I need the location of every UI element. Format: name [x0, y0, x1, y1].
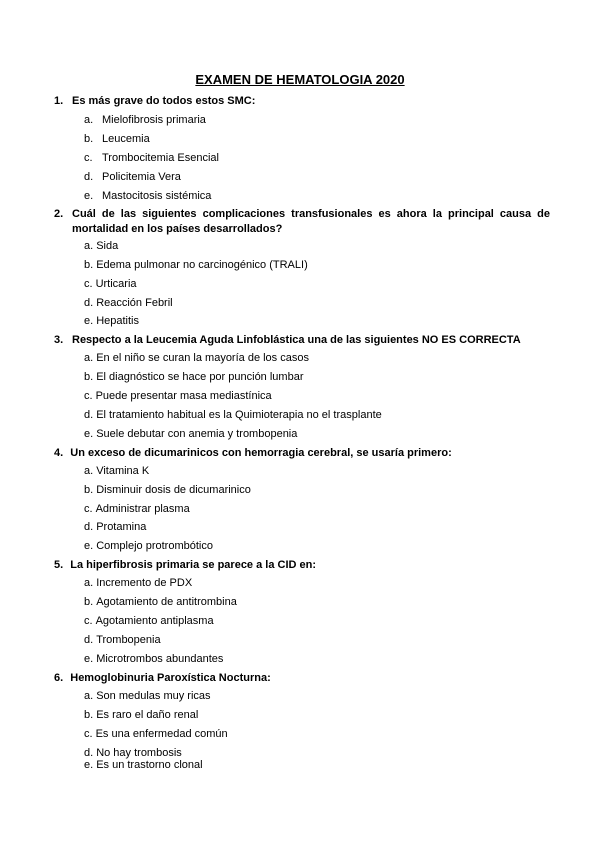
option-text: Policitemia Vera	[102, 171, 181, 183]
option-text: Protamina	[96, 521, 147, 533]
option-letter: a.	[84, 690, 94, 702]
option-3c	[84, 390, 272, 403]
option-letter: e.	[84, 428, 94, 440]
question-text: La hiperfibrosis primaria se parece a la CID en:	[70, 559, 317, 571]
option-text: Administrar plasma	[95, 503, 190, 515]
option-2a	[84, 240, 118, 253]
option-text: Es una enfermedad común	[95, 728, 228, 740]
option-letter: c.	[84, 503, 93, 515]
option-text: Es raro el daño renal	[96, 709, 199, 721]
option-text: Microtrombos abundantes	[96, 653, 224, 665]
option-2d	[84, 297, 173, 310]
option-text: El tratamiento habitual es la Quimioterapia no el trasplante	[96, 409, 382, 421]
option-6a	[84, 690, 211, 703]
question-1	[54, 94, 550, 109]
option-5e	[84, 653, 223, 666]
option-1d	[84, 171, 181, 184]
option-3e	[84, 428, 297, 441]
option-letter: a.	[84, 114, 94, 126]
option-3a	[84, 352, 309, 365]
question-number: 6.	[54, 672, 64, 684]
option-text: Es un trastorno clonal	[96, 759, 203, 771]
option-letter: b.	[84, 709, 94, 721]
option-letter: e.	[84, 540, 94, 552]
question-text: Respecto a la Leucemia Aguda Linfoblástica una de las siguientes NO ES CORRECTA	[72, 334, 521, 346]
question-number: 4.	[54, 447, 64, 459]
option-text: Trombopenia	[96, 634, 161, 646]
option-3d	[84, 409, 382, 422]
option-text: Vitamina K	[96, 465, 150, 477]
option-letter: d.	[84, 409, 94, 421]
option-letter: d.	[84, 171, 94, 183]
option-letter: e.	[84, 759, 94, 771]
option-text: Puede presentar masa mediastínica	[95, 390, 272, 402]
option-2e	[84, 315, 139, 328]
option-letter: d.	[84, 747, 94, 759]
option-4a	[84, 465, 149, 478]
question-2	[54, 207, 550, 237]
option-4d	[84, 521, 146, 534]
option-text: Sida	[96, 240, 119, 252]
option-text: Edema pulmonar no carcinogénico (TRALI)	[96, 259, 308, 271]
option-letter: b.	[84, 371, 94, 383]
option-text: El diagnóstico se hace por punción lumbar	[96, 371, 304, 383]
option-letter: a.	[84, 240, 94, 252]
option-1e	[84, 190, 211, 203]
option-text: Trombocitemia Esencial	[102, 152, 219, 164]
option-letter: b.	[84, 259, 94, 271]
option-1a	[84, 114, 206, 127]
option-text: No hay trombosis	[96, 747, 182, 759]
option-1b	[84, 133, 150, 146]
question-6	[54, 671, 550, 686]
question-number: 2.	[54, 208, 64, 220]
question-number: 3.	[54, 334, 64, 346]
option-letter: c.	[84, 152, 93, 164]
option-text: Son medulas muy ricas	[96, 690, 211, 702]
question-text: Cuál de las siguientes complicaciones transfusionales es ahora la principal causa de mortalidad en los países desarrollados?	[72, 208, 550, 235]
option-6c	[84, 728, 228, 741]
option-6b	[84, 709, 198, 722]
option-text: Complejo protrombótico	[96, 540, 213, 552]
option-text: Mielofibrosis primaria	[102, 114, 206, 126]
question-text: Un exceso de dicumarinicos con hemorragia cerebral, se usaría primero:	[70, 447, 452, 459]
option-letter: e.	[84, 190, 94, 202]
option-letter: a.	[84, 577, 94, 589]
option-letter: b.	[84, 596, 94, 608]
option-2c	[84, 278, 137, 291]
option-letter: d.	[84, 634, 94, 646]
question-text: Es más grave do todos estos SMC:	[72, 95, 256, 107]
option-5c	[84, 615, 214, 628]
option-letter: c.	[84, 390, 93, 402]
option-text: Agotamiento de antitrombina	[96, 596, 237, 608]
question-4	[54, 446, 550, 461]
option-text: Reacción Febril	[96, 297, 173, 309]
option-4e	[84, 540, 213, 553]
option-text: Leucemia	[102, 133, 150, 145]
option-text: Agotamiento antiplasma	[95, 615, 214, 627]
option-5d	[84, 634, 161, 647]
option-1c	[84, 152, 219, 165]
option-4b	[84, 484, 251, 497]
option-6e	[84, 759, 203, 772]
question-number: 5.	[54, 559, 64, 571]
question-5	[54, 558, 550, 573]
exam-title: EXAMEN DE HEMATOLOGIA 2020	[195, 72, 405, 87]
option-5a	[84, 577, 192, 590]
option-letter: c.	[84, 615, 93, 627]
option-text: Hepatitis	[96, 315, 139, 327]
option-4c	[84, 503, 190, 516]
question-number: 1.	[54, 95, 64, 107]
question-3	[54, 333, 550, 348]
option-letter: a.	[84, 352, 94, 364]
option-letter: d.	[84, 521, 94, 533]
question-text: Hemoglobinuria Paroxística Nocturna:	[70, 672, 271, 684]
option-3b	[84, 371, 303, 384]
option-text: Mastocitosis sistémica	[102, 190, 212, 202]
option-text: En el niño se curan la mayoría de los casos	[96, 352, 309, 364]
option-5b	[84, 596, 237, 609]
option-letter: e.	[84, 315, 94, 327]
option-letter: c.	[84, 278, 93, 290]
option-text: Urticaria	[95, 278, 137, 290]
option-text: Incremento de PDX	[96, 577, 193, 589]
option-letter: a.	[84, 465, 94, 477]
option-letter: b.	[84, 133, 94, 145]
option-letter: d.	[84, 297, 94, 309]
option-letter: c.	[84, 728, 93, 740]
option-letter: e.	[84, 653, 94, 665]
option-letter: b.	[84, 484, 94, 496]
option-text: Suele debutar con anemia y trombopenia	[96, 428, 298, 440]
option-text: Disminuir dosis de dicumarinico	[96, 484, 251, 496]
option-2b	[84, 259, 308, 272]
